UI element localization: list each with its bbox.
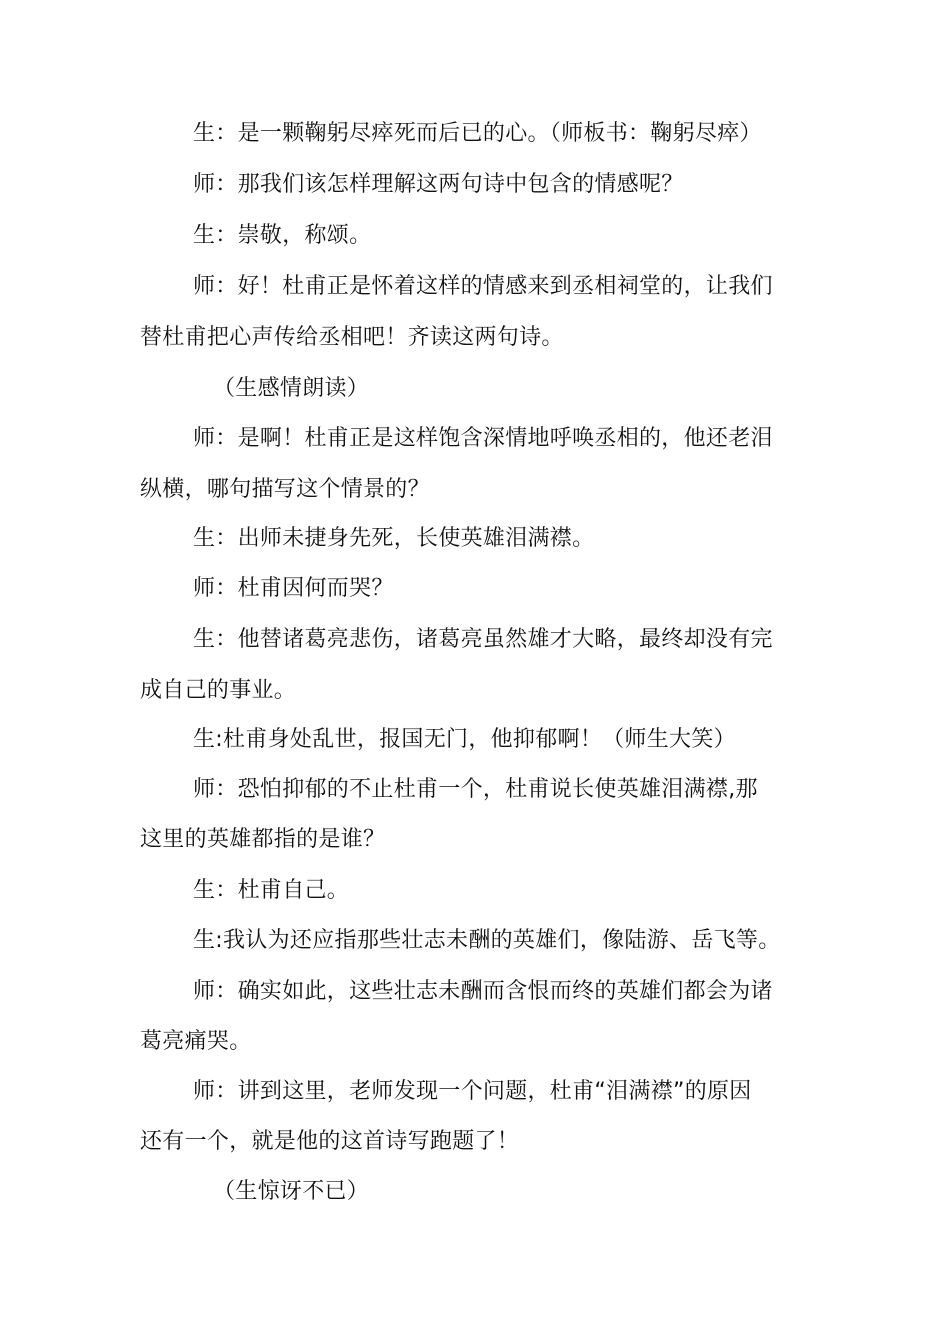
- paragraph-4-line-2: 替杜甫把心声传给丞相吧！齐读这两句诗。: [140, 325, 564, 350]
- paragraph-16-line-1: （生惊讶不已）: [213, 1179, 370, 1204]
- paragraph-3-line-1: 生：崇敬，称颂。: [193, 223, 372, 248]
- paragraph-8-line-1: 师：杜甫因何而哭？: [193, 576, 394, 601]
- paragraph-7-line-1: 生：出师未捷身先死，长使英雄泪满襟。: [193, 526, 595, 551]
- paragraph-13-line-1: 生:我认为还应指那些壮志未酬的英雄们，像陆游、岳飞等。: [193, 928, 781, 953]
- paragraph-10-line-1: 生:杜甫身处乱世，报国无门，他抑郁啊！（师生大笑）: [193, 727, 736, 752]
- paragraph-2-line-1: 师：那我们该怎样理解这两句诗中包含的情感呢？: [193, 172, 684, 197]
- paragraph-9-line-2: 成自己的事业。: [140, 678, 297, 703]
- paragraph-9-line-1: 生：他替诸葛亮悲伤，诸葛亮虽然雄才大略，最终却没有完: [193, 627, 773, 652]
- paragraph-6-line-2: 纵横，哪句描写这个情景的？: [140, 477, 430, 502]
- paragraph-11-line-2: 这里的英雄都指的是谁？: [140, 827, 386, 852]
- paragraph-6-line-1: 师：是啊！杜甫正是这样饱含深情地呼唤丞相的，他还老泪: [193, 426, 773, 451]
- paragraph-14-line-1: 师：确实如此，这些壮志未酬而含恨而终的英雄们都会为诸: [193, 979, 773, 1004]
- paragraph-11-line-1: 师：恐怕抑郁的不止杜甫一个，杜甫说长使英雄泪满襟,那: [193, 777, 758, 802]
- paragraph-15-line-2: 还有一个，就是他的这首诗写跑题了！: [140, 1129, 520, 1154]
- paragraph-1-line-1: 生：是一颗鞠躬尽瘁死而后已的心。（师板书：鞠躬尽瘁）: [193, 121, 762, 146]
- paragraph-4-line-1: 师：好！杜甫正是怀着这样的情感来到丞相祠堂的，让我们: [193, 274, 773, 299]
- paragraph-15-line-1: 师：讲到这里，老师发现一个问题，杜甫“泪满襟”的原因: [193, 1079, 752, 1104]
- paragraph-5-line-1: （生感情朗读）: [213, 376, 370, 401]
- paragraph-12-line-1: 生：杜甫自己。: [193, 878, 350, 903]
- paragraph-14-line-2: 葛亮痛哭。: [140, 1029, 252, 1054]
